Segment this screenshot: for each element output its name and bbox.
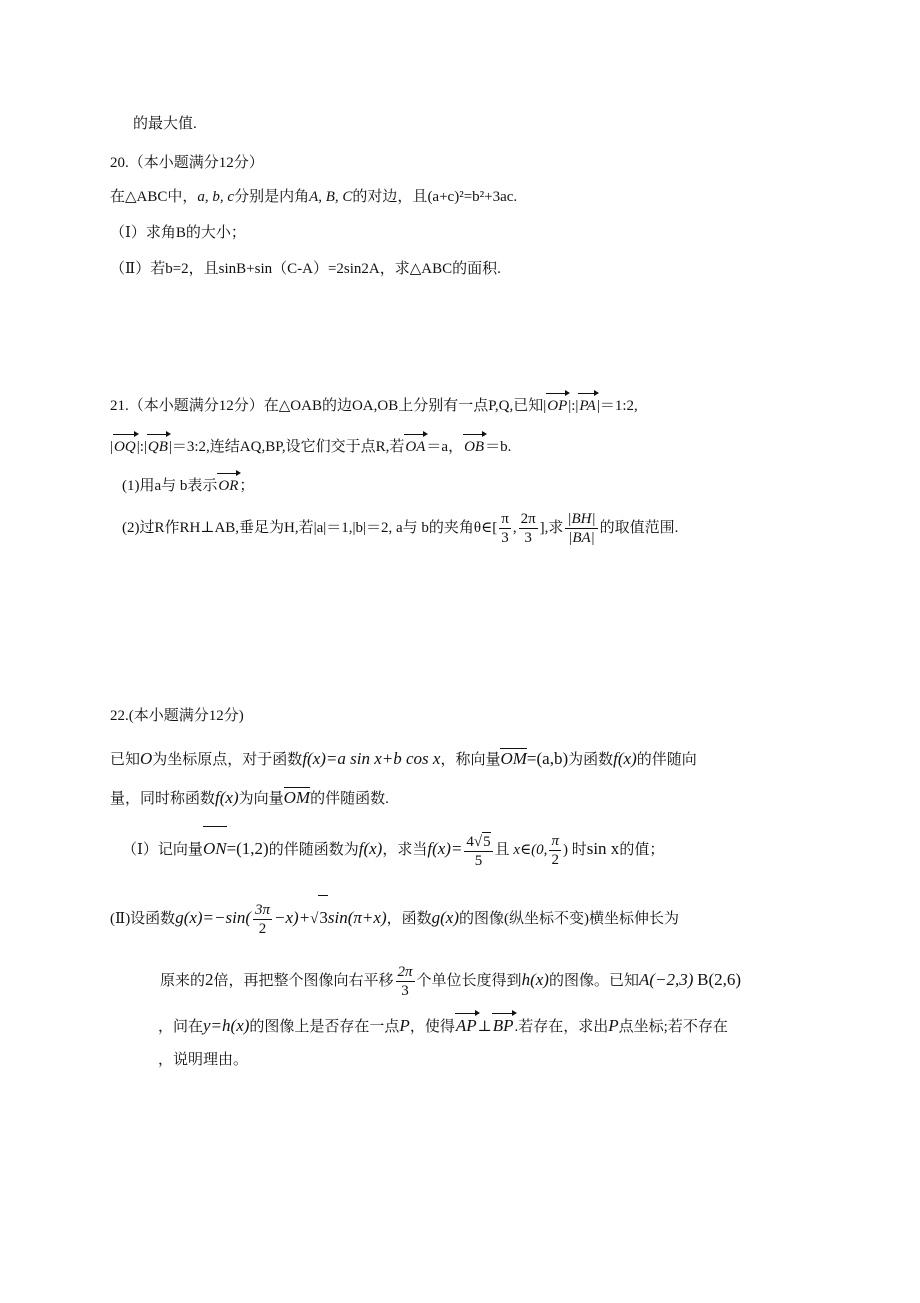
q21-part2: (2)过R作RH⊥AB,垂足为H,若|a|＝1,|b|＝2, a与 b的夹角θ∈[ $\frac{\pi}{3}$ , $\frac{2\pi}{3}$ ],求 $\frac{|BH|}{|BA|}$ 的取值范围. (122, 511, 679, 547)
vector-op: OP (547, 398, 568, 414)
q21-line1: 21.（本小题满分12分）在△OAB的边OA,OB上分别有一点P,Q,已知|OP|:|PA|＝1:2, (110, 398, 638, 414)
q22-line5: ，说明理由。 (158, 1052, 249, 1068)
vector-bp: BP (492, 1016, 514, 1035)
vector-pa: PA (579, 398, 596, 414)
vector-or: OR (218, 478, 239, 494)
frac-2pi-3-shift: $\frac{2\pi}{3}$ (397, 964, 413, 1000)
q20-stem: 在△ABC中，a, b, c分别是内角A, B, C的对边，且(a+c)²=b²+3ac. (110, 189, 518, 205)
frac-pi-3: $\frac{\pi}{3}$ (501, 511, 509, 547)
q20-part2: （Ⅱ）若b=2，且sinB+sin（C-A）=2sin2A，求△ABC的面积. (110, 261, 501, 277)
vector-om: OM (500, 749, 527, 768)
q20-header: 20.（本小题满分12分） (110, 155, 264, 171)
frac-4sqrt5-5: $\frac{4√5}{5}$ (466, 833, 491, 869)
frac-3pi-2: $\frac{3\pi}{2}$ (255, 902, 271, 938)
vector-on: ON (203, 826, 227, 871)
vector-ob: OB (464, 439, 485, 455)
q20-part1: （Ⅰ）求角B的大小； (110, 225, 246, 241)
frac-pi-2: $\frac{\pi}{2}$ (551, 833, 559, 869)
frac-2pi-3: $\frac{2\pi}{3}$ (520, 511, 536, 547)
frac-bh-ba: $\frac{|BH|}{|BA|}$ (567, 511, 596, 547)
prev-tail: 的最大值. (133, 116, 197, 132)
q21-part1: (1)用a与 b表示OR； (122, 478, 255, 494)
vector-ap: AP (455, 1016, 477, 1035)
vector-qb: QB (147, 439, 168, 455)
q22-line4: ，问在y=h(x)的图像上是否存在一点P，使得AP⊥BP.若存在，求出P点坐标;若不存在 (158, 1016, 728, 1035)
vector-om-2: OM (283, 788, 311, 807)
q22-header: 22.(本小题满分12分) (110, 708, 244, 724)
q21-line2: |OQ|:|QB|＝3:2,连结AQ,BP,设它们交于点R,若OA＝a，OB＝b. (110, 439, 512, 455)
q22-line2: 量，同时称函数f(x)为向量OM的伴随函数. (110, 788, 389, 807)
vector-oa: OA (405, 439, 426, 455)
q22-part2: (Ⅱ)设函数g(x)=−sin( $\frac{3\pi}{2}$ −x)+√3sin(π+x)，函数g(x)的图像(纵坐标不变)横坐标伸长为 (110, 895, 679, 941)
vector-oq: OQ (114, 439, 136, 455)
q22-line3: 原来的2倍，再把整个图像向右平移 $\frac{2\pi}{3}$ 个单位长度得到h(x)的图像。已知A(−2,3) B(2,6) (160, 964, 742, 1000)
q22-part1: （Ⅰ）记向量ON=(1,2)的伴随函数为f(x)，求当f(x)= $\frac{4√5}{5}$ 且 x∈(0, $\frac{\pi}{2}$ ) 时sin x的值； (122, 826, 664, 872)
q22-line1: 已知O为坐标原点，对于函数f(x)=a sin x+b cos x，称向量OM=(a,b)为函数f(x)的伴随向 (110, 749, 697, 768)
